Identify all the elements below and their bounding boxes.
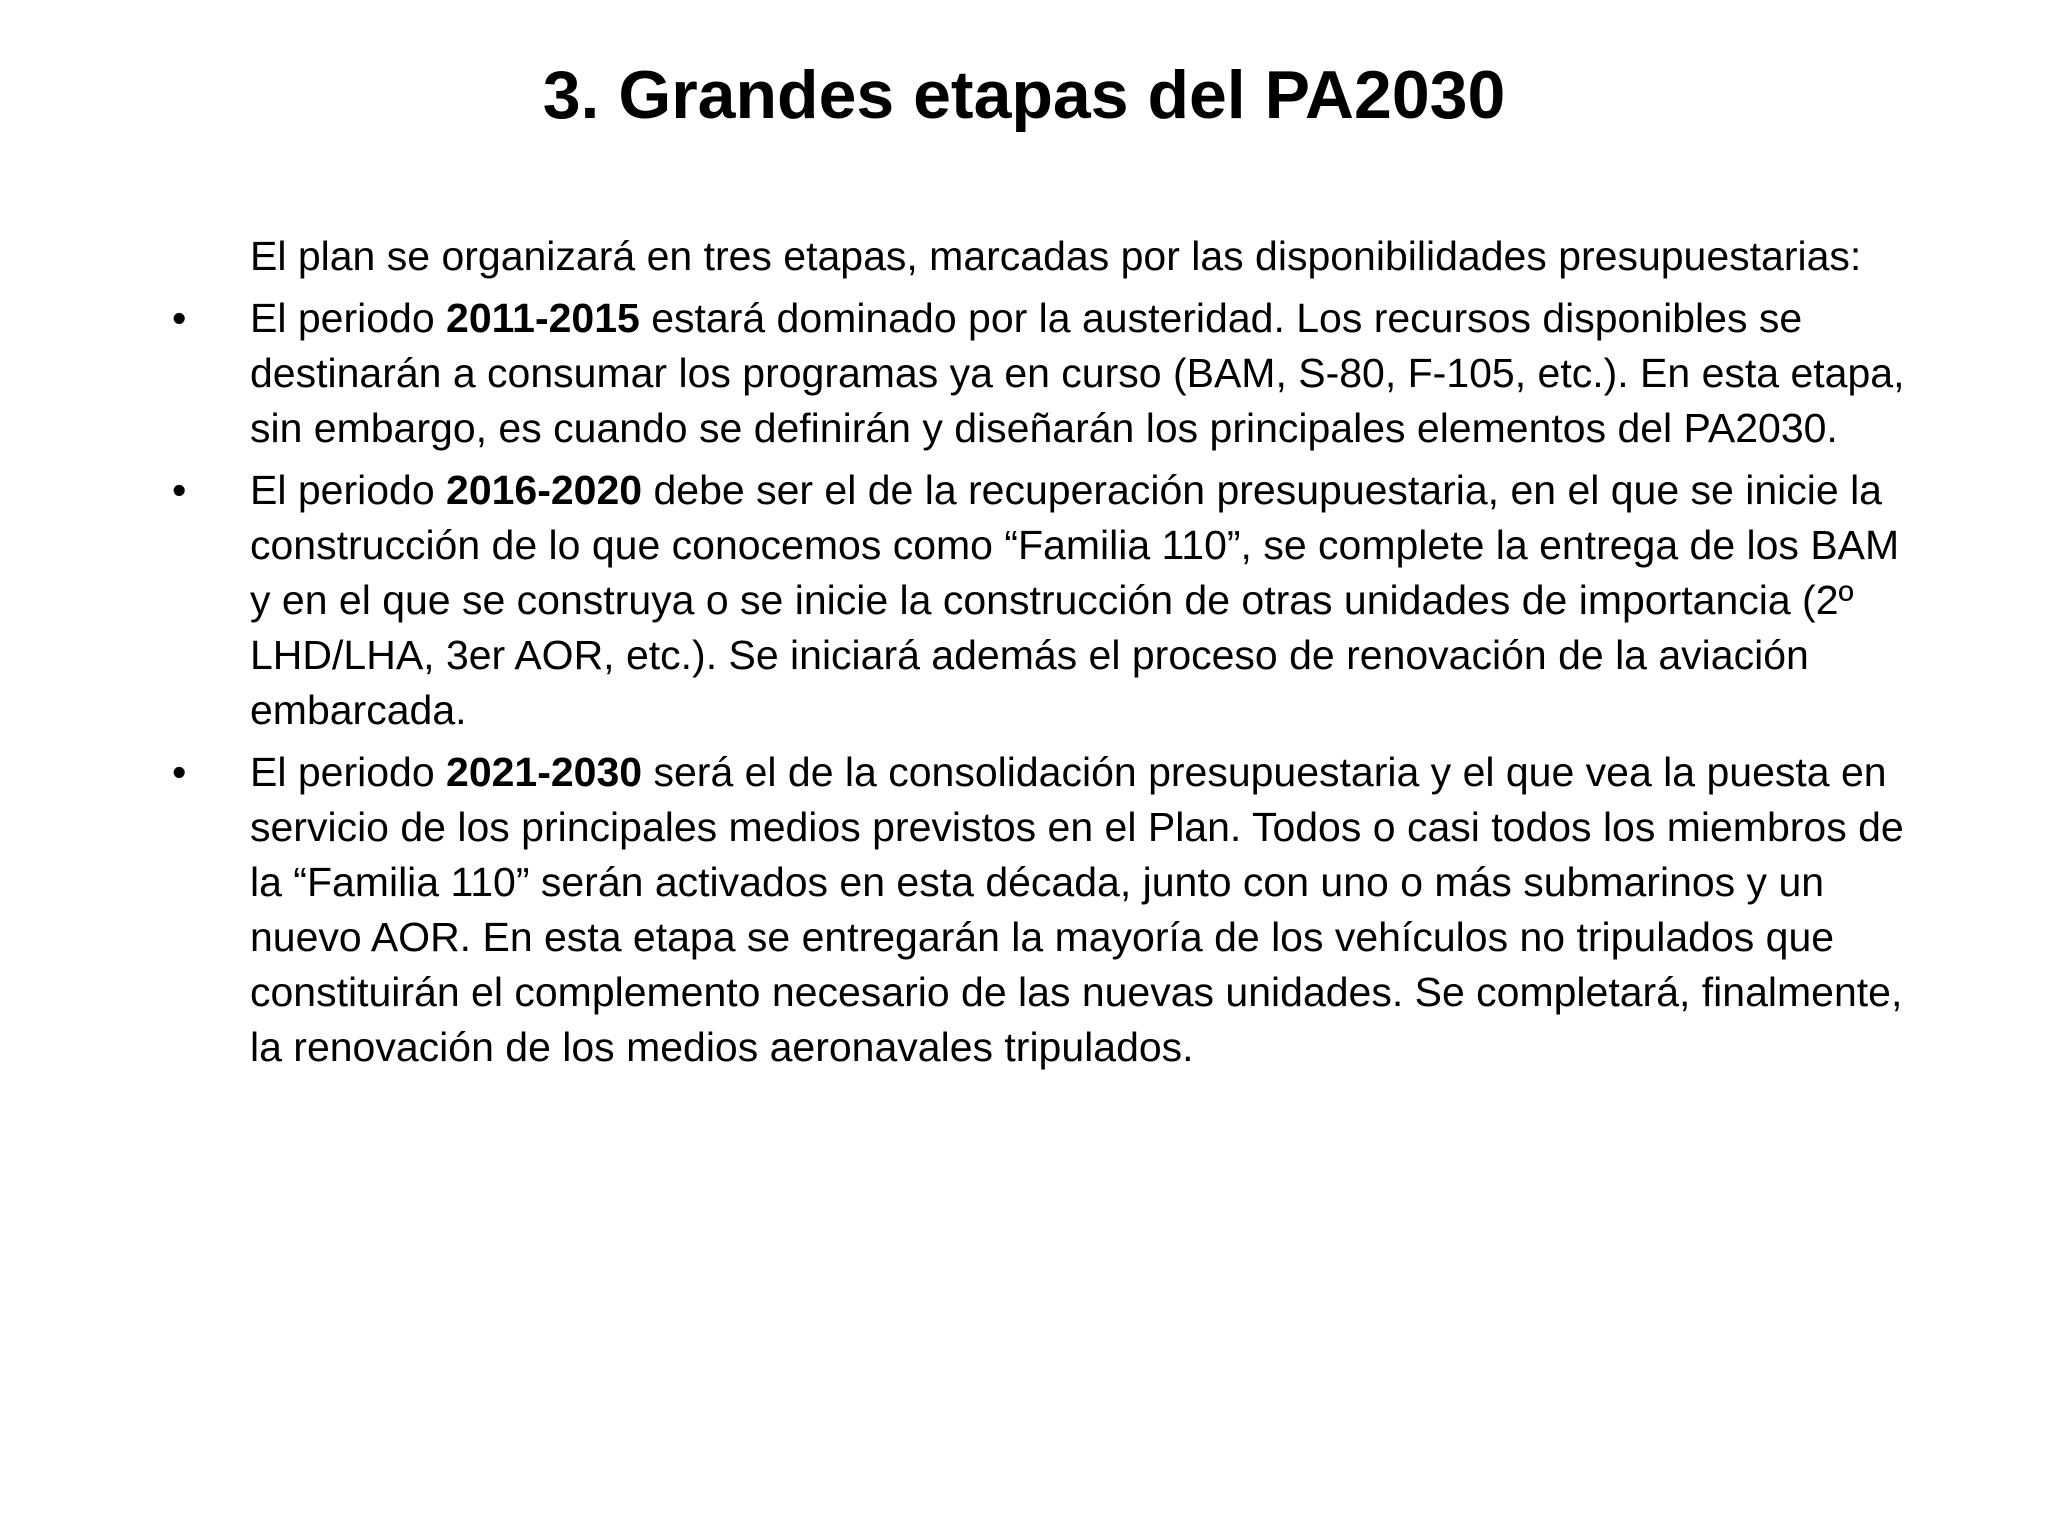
bullet-icon: • xyxy=(172,467,187,513)
bullet-icon: • xyxy=(172,295,187,341)
period-label: 2016-2020 xyxy=(446,467,643,513)
period-label: 2011-2015 xyxy=(446,295,640,341)
bullet-icon: • xyxy=(172,749,187,795)
bullet-item-2011-2015 xyxy=(172,291,1910,456)
bullet-text: será el de la consolidación presupuestaria y el que vea la puesta en servicio de los principales medios previstos en el Plan. Todos o casi todos los miembros de la “Familia 110” serán activados en esta década, junto con uno o más submarinos y un nuevo AOR. En esta etapa se entregarán la mayoría de los vehículos no tripulados que constituirán el complemento necesario de las nuevas unidades. Se completará, finalmente, la renovación de los medios aeronavales tripulados. xyxy=(250,749,1904,1070)
bullet-prefix: El periodo xyxy=(250,467,447,513)
slide-title: 3. Grandes etapas del PA2030 xyxy=(542,57,1506,133)
bullet-list xyxy=(172,291,1910,1075)
bullet-prefix: El periodo xyxy=(250,295,447,341)
period-label: 2021-2030 xyxy=(446,749,643,795)
bullet-text: estará dominado por la austeridad. Los recursos disponibles se destinarán a consumar los programas ya en curso (BAM, S-80, F-105, etc.). En esta etapa, sin embargo, es cuando se definirán y diseñarán los principales elementos del PA2030. xyxy=(250,295,1905,451)
slide-content xyxy=(172,229,1910,1082)
bullet-item-2016-2020 xyxy=(172,463,1910,738)
bullet-text: debe ser el de la recuperación presupuestaria, en el que se inicie la construcción de lo que conocemos como “Familia 110”, se complete la entrega de los BAM y en el que se construya o se inicie la construcción de otras unidades de importancia (2º LHD/LHA, 3er AOR, etc.). Se iniciará además el proceso de renovación de la aviación embarcada. xyxy=(250,467,1900,733)
bullet-item-2021-2030 xyxy=(172,745,1910,1075)
intro-paragraph: El plan se organizará en tres etapas, marcadas por las disponibilidades presupuestarias: xyxy=(250,233,1862,279)
bullet-prefix: El periodo xyxy=(250,749,447,795)
